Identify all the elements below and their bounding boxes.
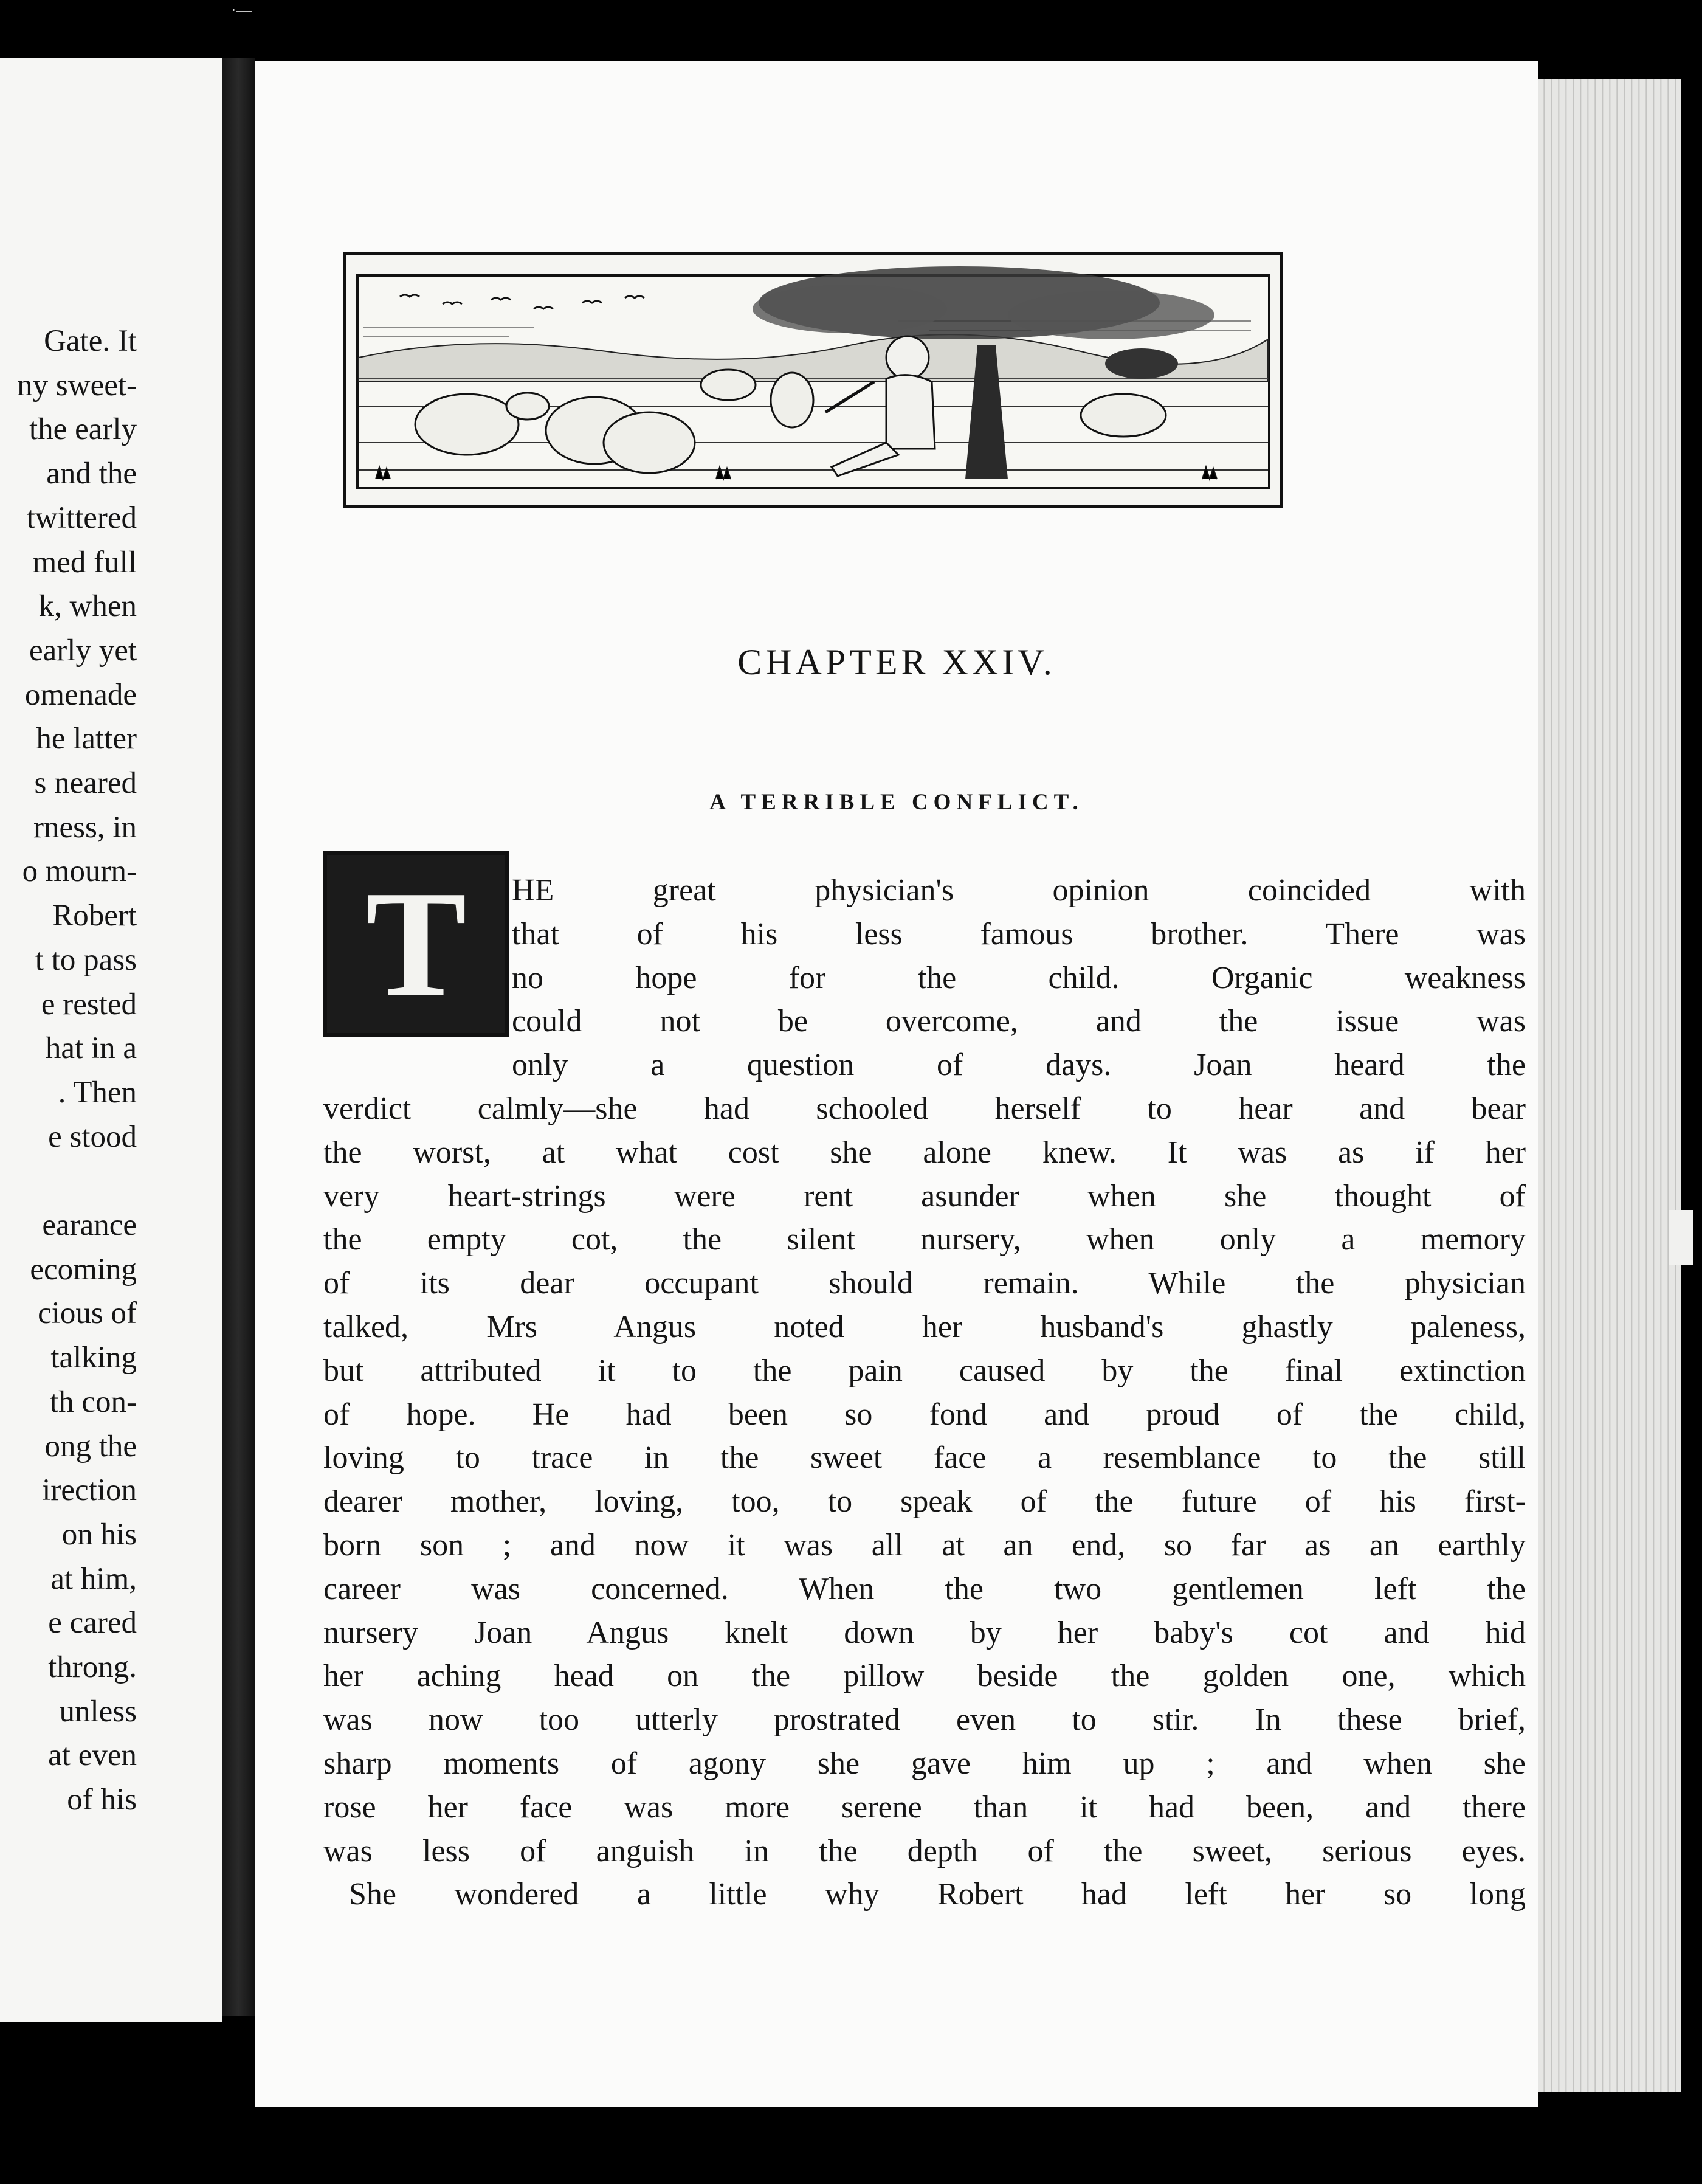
left-page-line: t to pass — [35, 942, 137, 977]
right-page — [255, 61, 1538, 2107]
pastoral-headpiece-illustration — [343, 252, 1283, 508]
left-page-line: . Then — [58, 1075, 137, 1110]
left-page-line: early yet — [29, 633, 137, 668]
body-line: career was concerned. When the two gentlemen left the — [323, 1571, 1526, 1606]
left-page-line: o mourn- — [22, 854, 137, 889]
body-line: that of his less famous brother. There was — [512, 916, 1526, 952]
drop-cap-letter: T — [365, 860, 467, 1028]
body-line: sharp moments of agony she gave him up ; and when she — [323, 1746, 1526, 1781]
body-line: born son ; and now it was all at an end, so far as an earthly — [323, 1528, 1526, 1563]
body-line: was less of anguish in the depth of the sweet, serious eyes. — [323, 1833, 1526, 1868]
body-line: HE great physician's opinion coincided with — [512, 873, 1526, 908]
left-page-line: ecoming — [30, 1252, 137, 1287]
left-page-line: twittered — [26, 500, 137, 535]
body-line: very heart-strings were rent asunder when she thought of — [323, 1178, 1526, 1214]
body-line: verdict calmly—she had schooled herself to hear and bear — [323, 1091, 1526, 1126]
left-page-line: unless — [59, 1694, 137, 1729]
book-gutter — [222, 58, 255, 2016]
left-page-line: at even — [48, 1738, 137, 1773]
scan-mark: ·— — [231, 1, 252, 19]
body-line: rose her face was more serene than it had been, and there — [323, 1789, 1526, 1825]
page-edges — [1538, 79, 1681, 2092]
left-page-line: at him, — [50, 1561, 137, 1596]
left-page-line — [0, 1159, 137, 1203]
left-page-text — [0, 319, 137, 1822]
left-page-line: s neared — [34, 766, 137, 801]
left-page-line: ny sweet- — [17, 368, 137, 403]
left-page-line: med full — [32, 545, 137, 579]
left-page-line: e rested — [41, 987, 137, 1021]
body-line: of hope. He had been so fond and proud of the child, — [323, 1397, 1526, 1432]
left-page-line: e cared — [48, 1606, 137, 1640]
left-page-line: rness, in — [33, 810, 137, 845]
body-line: talked, Mrs Angus noted her husband's ghastly paleness, — [323, 1310, 1526, 1344]
left-page-line: throng. — [48, 1650, 137, 1685]
left-page-line: on his — [61, 1517, 137, 1552]
body-line: only a question of days. Joan heard the — [512, 1048, 1526, 1083]
left-page-line: of his — [67, 1783, 137, 1817]
left-page-line: the early — [29, 412, 137, 447]
left-page-line: hat in a — [45, 1031, 137, 1066]
left-page-line: and the — [46, 457, 137, 491]
left-page — [0, 58, 222, 2022]
body-line: was now too utterly prostrated even to stir. In these brief, — [323, 1702, 1526, 1738]
left-page-line: k, when — [38, 589, 137, 624]
left-page-line: Gate. It — [44, 324, 137, 358]
left-page-line: Robert — [52, 899, 137, 933]
body-line-paragraph-start: She wondered a little why Robert had left her so long — [349, 1877, 1526, 1912]
left-page-line: he latter — [36, 722, 137, 756]
chapter-title: CHAPTER XXIV. — [737, 642, 1056, 682]
left-page-line: e stood — [48, 1119, 137, 1154]
body-line: could not be overcome, and the issue was — [512, 1004, 1526, 1039]
body-line: her aching head on the pillow beside the golden one, which — [323, 1659, 1526, 1694]
left-page-line: ong the — [44, 1429, 137, 1463]
body-line: the worst, at what cost she alone knew. It was as if her — [323, 1135, 1526, 1170]
drop-cap-ornament — [323, 851, 509, 1037]
chapter-subtitle: A TERRIBLE CONFLICT. — [709, 790, 1084, 815]
pastoral-engraving — [351, 260, 1275, 500]
body-line: the empty cot, the silent nursery, when only a memory — [323, 1222, 1526, 1257]
left-page-line: earance — [42, 1208, 137, 1243]
body-line: but attributed it to the pain caused by the final extinction — [323, 1353, 1526, 1388]
left-page-line: omenade — [24, 677, 137, 712]
body-line: loving to trace in the sweet face a resemblance to the still — [323, 1440, 1526, 1476]
body-line: no hope for the child. Organic weakness — [512, 960, 1526, 995]
page-tab — [1669, 1210, 1693, 1265]
body-line: of its dear occupant should remain. While the physician — [323, 1266, 1526, 1301]
left-page-line: talking — [50, 1341, 137, 1375]
body-line: nursery Joan Angus knelt down by her baby's cot and hid — [323, 1615, 1526, 1650]
left-page-line: irection — [42, 1473, 137, 1508]
body-line: dearer mother, loving, too, to speak of the future of his first- — [323, 1484, 1526, 1519]
left-page-line: cious of — [38, 1296, 137, 1331]
left-page-line: th con- — [49, 1384, 137, 1419]
